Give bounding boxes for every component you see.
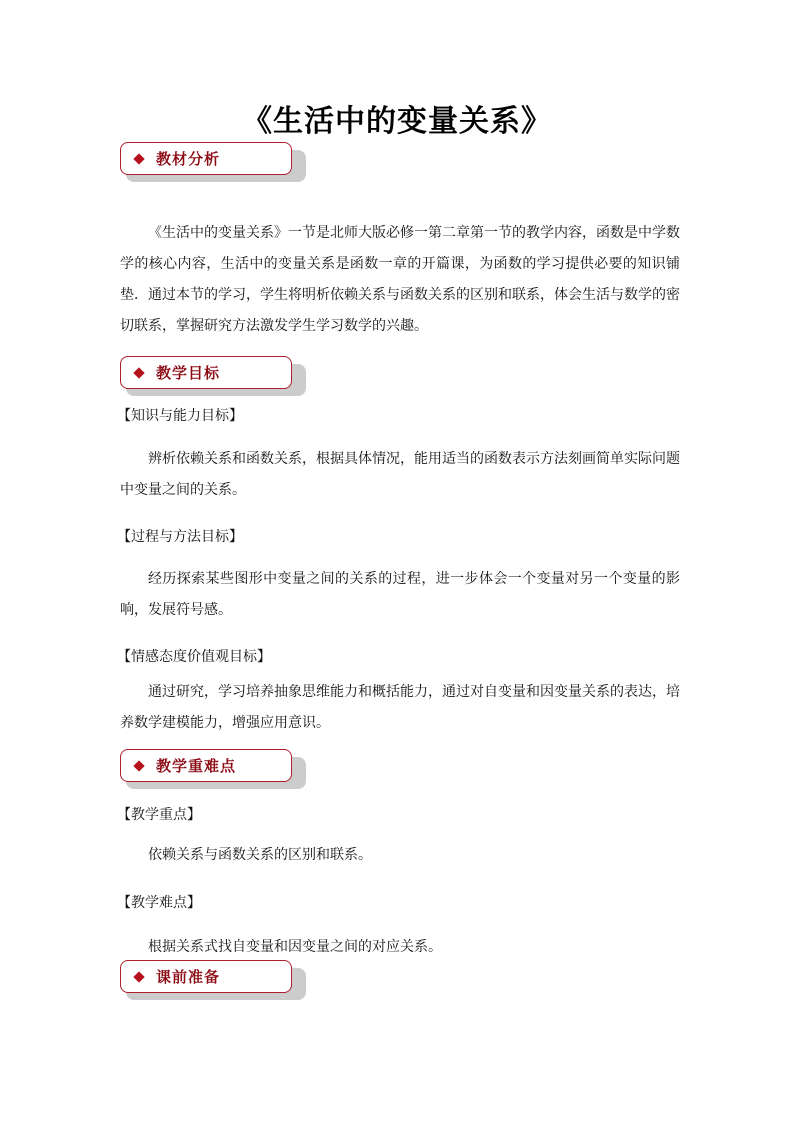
difficult-point-text: 根据关系式找自变量和因变量之间的对应关系。 [148,939,442,955]
diamond-bullet-icon [133,367,144,378]
section-header-prep [120,960,312,1004]
section-label: 教学重难点 [156,757,237,775]
key-point-text: 依赖关系与函数关系的区别和联系。 [148,847,372,863]
emotion-goal-heading: 【情感态度价值观目标】 [117,649,271,665]
section-label: 教材分析 [156,150,221,168]
analysis-paragraph: 《生活中的变量关系》一节是北师大版必修一第二章第一节的教学内容，函数是中学数学的核心内容，生活中的变量关系是函数一章的开篇课，为函数的学习提供必要的知识铺垫．通过本节的学习，学生将明析依赖关系与函数关系的区别和联系，体会生活与数学的密切联系，掌握研究方法激发学生学习数学的兴趣。 [120,225,680,334]
knowledge-goal-text: 辨析依赖关系和函数关系，根据具体情况，能用适当的函数表示方法刻画简单实际问题中变量之间的关系。 [120,451,680,498]
emotion-goal-text: 通过研究，学习培养抽象思维能力和概括能力，通过对自变量和因变量关系的表达，培养数学建模能力，增强应用意识。 [120,684,680,731]
section-label: 教学目标 [156,364,221,382]
diamond-bullet-icon [133,971,144,982]
section-header-box [120,142,292,175]
process-goal-heading: 【过程与方法目标】 [117,529,243,545]
section-label: 课前准备 [156,968,221,986]
section-header-box [120,749,292,782]
difficult-point-heading: 【教学难点】 [117,895,201,911]
section-header-analysis [120,142,312,186]
section-header-keypoints [120,749,312,793]
diamond-bullet-icon [133,760,144,771]
diamond-bullet-icon [133,153,144,164]
section-header-box [120,356,292,389]
section-header-box [120,960,292,993]
key-point-heading: 【教学重点】 [117,807,201,823]
process-goal-text: 经历探索某些图形中变量之间的关系的过程，进一步体会一个变量对另一个变量的影响，发展符号感。 [120,571,680,618]
document-title: 《生活中的变量关系》 [242,104,552,139]
section-header-goals [120,356,312,400]
knowledge-goal-heading: 【知识与能力目标】 [117,408,243,424]
